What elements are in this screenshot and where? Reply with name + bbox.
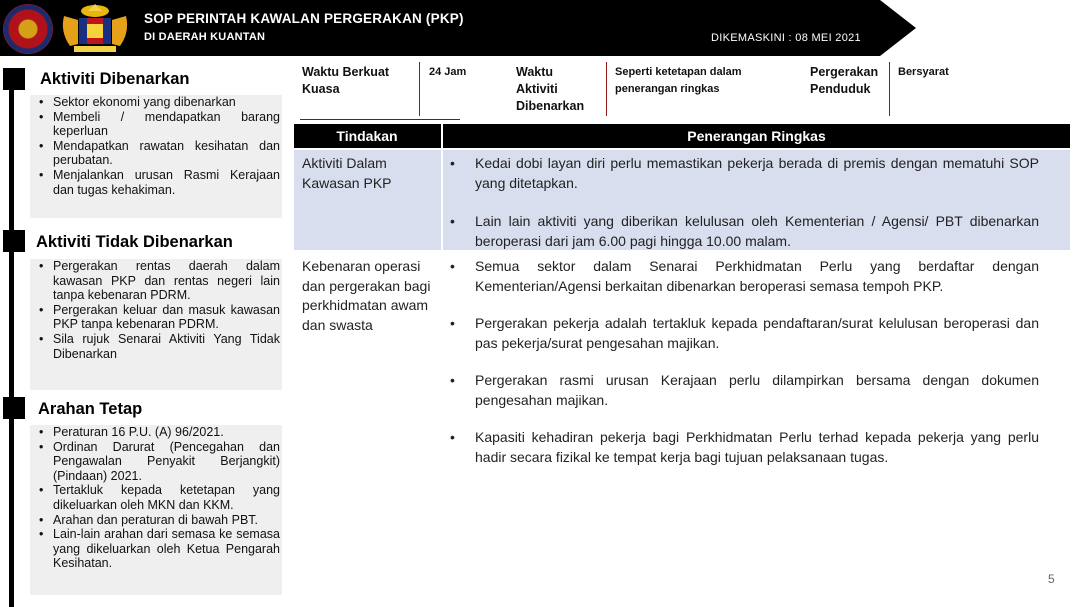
list-item: • Menjalankan urusan Rasmi Kerajaan dan tugas kehakiman. — [30, 168, 282, 197]
list-item: • Arahan dan peraturan di bawah PBT. — [30, 513, 282, 528]
list-item: • Peraturan 16 P.U. (A) 96/2021. — [30, 425, 282, 440]
table-row — [294, 150, 1070, 250]
list-item: • Pergerakan keluar dan masuk kawasan PKP tanpa kebenaran PDRM. — [30, 303, 282, 332]
header-bar — [0, 0, 880, 56]
police-logo-icon — [3, 4, 53, 54]
underline-divider — [300, 119, 460, 120]
standing-orders-list-box — [30, 425, 282, 595]
list-item: • Tertakluk kepada ketetapan yang dikeluarkan oleh MKN dan KKM. — [30, 483, 282, 512]
hours-label: Waktu Berkuat Kuasa — [302, 65, 390, 96]
time-label: Waktu Aktiviti Dibenarkan — [516, 65, 585, 113]
table-row — [294, 253, 1070, 469]
list-item: • Lain-lain arahan dari semasa ke semasa yang dikeluarkan oleh Ketua Pengarah Kesihatan. — [30, 527, 282, 571]
section-title-not-allowed: Aktiviti Tidak Dibenarkan — [36, 233, 233, 251]
divider — [889, 62, 890, 116]
list-item: • Lain lain aktiviti yang diberikan kelulusan oleh Kementerian / Agensi/ PBT dibenarkan beroperasi dari jam 6.00 pagi hingga 10.00 malam. — [449, 212, 1039, 251]
list-item: • Mendapatkan rawatan kesihatan dan perubatan. — [30, 139, 282, 168]
timeline-marker — [3, 230, 25, 252]
hours-value: 24 Jam — [429, 66, 467, 78]
list-item: • Membeli / mendapatkan barang keperluan — [30, 110, 282, 139]
list-item: • Sektor ekonomi yang dibenarkan — [30, 95, 282, 110]
header-subtitle: DI DAERAH KUANTAN — [144, 31, 266, 43]
movement-label: Pergerakan Penduduk — [810, 65, 879, 96]
list-item: • Pergerakan rasmi urusan Kerajaan perlu dilampirkan bersama dengan dokumen pengesahan majikan. — [449, 371, 1039, 410]
list-item: • Ordinan Darurat (Pencegahan dan Pengawalan Penyakit Berjangkit) (Pindaan) 2021. — [30, 440, 282, 484]
page-number: 5 — [1048, 572, 1055, 586]
header-banner — [0, 0, 1080, 56]
updated-date: DIKEMASKINI : 08 MEI 2021 — [711, 32, 861, 44]
row-description — [449, 154, 1039, 251]
timeline-marker — [3, 68, 25, 90]
divider — [441, 253, 443, 469]
row-description — [449, 257, 1039, 467]
divider — [419, 62, 420, 116]
list-item: • Pergerakan rentas daerah dalam kawasan PKP dan rentas negeri lain tanpa kebenaran PDRM. — [30, 259, 282, 303]
timeline-line — [9, 70, 14, 607]
table-header — [294, 124, 1070, 148]
divider — [606, 62, 607, 116]
header-title: SOP PERINTAH KAWALAN PERGERAKAN (PKP) — [144, 11, 464, 26]
divider — [441, 150, 443, 250]
timeline-marker — [3, 397, 25, 419]
section-title-allowed: Aktiviti Dibenarkan — [40, 70, 190, 88]
list-item: • Sila rujuk Senarai Aktiviti Yang Tidak Dibenarkan — [30, 332, 282, 361]
coat-of-arms-icon — [58, 2, 132, 54]
column-header-action: Tindakan — [336, 128, 398, 144]
list-item: • Kedai dobi layan diri perlu memastikan pekerja berada di premis dengan mematuhi SOP yang ditetapkan. — [449, 154, 1039, 193]
not-allowed-list-box — [30, 259, 282, 390]
allowed-list-box — [30, 95, 282, 218]
header-arrow — [880, 0, 916, 56]
time-value: Seperti ketetapan dalam penerangan ringkas — [615, 66, 742, 95]
row-action: Aktiviti Dalam Kawasan PKP — [302, 155, 392, 191]
list-item: • Kapasiti kehadiran pekerja bagi Perkhidmatan Perlu terhad kepada pekerja yang perlu hadir secara fizikal ke tempat kerja bagi tujuan pelaksanaan tugas. — [449, 428, 1039, 467]
row-action: Kebenaran operasi dan pergerakan bagi perkhidmatan awam dan swasta — [302, 258, 431, 333]
section-title-standing-orders: Arahan Tetap — [38, 400, 143, 418]
movement-value: Bersyarat — [898, 66, 949, 78]
column-header-description: Penerangan Ringkas — [687, 128, 826, 144]
list-item: • Pergerakan pekerja adalah tertakluk kepada pendaftaran/surat kelulusan beroperasi dan pas pekerja/surat pengesahan majikan. — [449, 314, 1039, 353]
list-item: • Semua sektor dalam Senarai Perkhidmatan Perlu yang berdaftar dengan Kementerian/Agensi berkaitan dibenarkan beroperasi semasa tempoh PKP. — [449, 257, 1039, 296]
